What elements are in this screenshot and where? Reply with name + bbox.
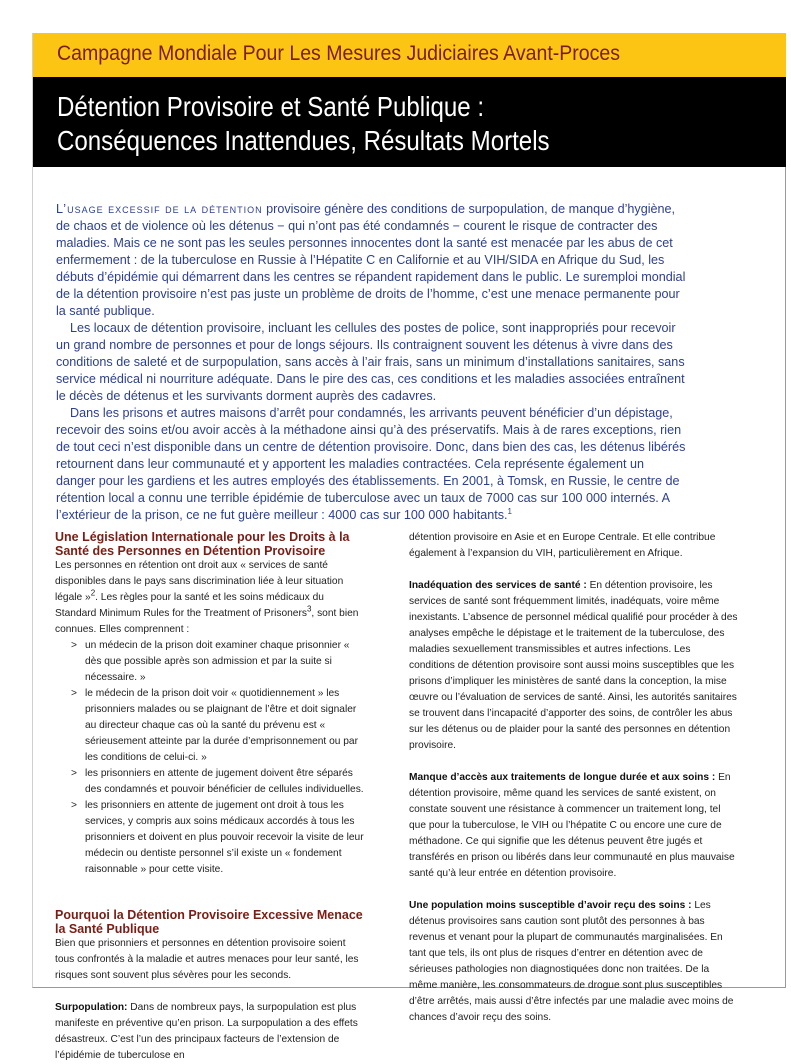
- overcrowding-paragraph: [55, 1000, 367, 1064]
- section-heading-legislation: Une Législation Internationale pour les Droits à la Santé des Personnes en Détention Provisoire: [55, 530, 350, 558]
- bullet-marker: >: [71, 768, 77, 779]
- continuation-paragraph: détention provisoire en Asie et en Europe Centrale. Et elle contribue également à l’expansion du VIH, particulièrement en Afrique.: [409, 532, 716, 559]
- list-item-text: les prisonniers en attente de jugement doivent être séparés des condamnés et pouvoir bénéficier de cellules individuelles.: [85, 768, 364, 795]
- vulnerable-population-paragraph: [409, 898, 739, 1026]
- legislation-text-b: . Les règles pour la santé et les soins médicaux du Standard Minimum Rules for the Treatment of Prisoners: [55, 592, 324, 619]
- footnote-ref-3: 3: [306, 604, 312, 614]
- intro-paragraph-1: [56, 201, 686, 320]
- title-bar: [33, 77, 786, 167]
- vulnerable-population-text: Les détenus provisoires sans caution sont plutôt des personnes à bas revenus et venant pour la plupart de communautés marginalisées. En tant que tels, ils ont plus de risques d’entrer en détention avec de sérieuses pathologies non diagnostiquées donc non traitées. De la même manière, les consommateurs de drogue sont plus susceptibles d’être arrêtés, mais aussi d’être infectés par une maladie avec moins de chances d’avoir reçu des soins.: [409, 900, 734, 1023]
- overcrowding-text: Dans de nombreux pays, la surpopulation est plus manifeste en préventive qu’en prison. La surpopulation a des effets désastreux. C’est l’un des principaux facteurs de l’extension de l’épidémie de tuberculose en: [55, 1002, 358, 1061]
- health-services-paragraph: [409, 578, 739, 754]
- intro-p3-text: Dans les prisons et autres maisons d’arrêt pour condamnés, les arrivants peuvent bénéficier d’un dépistage, recevoir des soins et/ou avoir accès à la méthadone ainsi qu’à des préservatifs. Mais à de rares exceptions, rien de tout ceci n’est disponible dans un centre de détention provisoire. Donc, dans bien des cas, les détenus libérés retournent dans leur communauté et y apportent les maladies contractées. Cela représente également un danger pour les gardiens et les autres employés des établissements. En 2001, à Tomsk, en Russie, le centre de rétention local a connu une terrible épidémie de tuberculose avec un taux de 7000 cas sur 100 000 internés. A l’extérieur de la prison, ce ne fut guère meilleur : 4000 cas sur 100 000 habitants.: [56, 406, 686, 522]
- health-services-text: En détention provisoire, les services de santé sont fréquemment limités, inadéquats, voire même inexistants. L’absence de personnel médical qualifié pour procéder à des analyses empêche le dépistage et le traitement de la tuberculose, des maladies sexuellement transmissibles et autres infections. Les conditions de détention provisoire sont aussi moins susceptibles que les prisons d’impliquer les ministères de santé dans la conception, la mise œuvre ou l’évaluation de services de santé. Ainsi, les autorités sanitaires se trouvent dans l’incapacité d’apporter des soins, de contrôler les abus sur les détenus ou de plaider pour la santé des personnes en détention provisoire.: [409, 580, 738, 751]
- section-heading-public-health: Pourquoi la Détention Provisoire Excessive Menace la Santé Publique: [55, 908, 363, 936]
- vulnerable-population-lead: Une population moins susceptible d’avoir reçu des soins :: [409, 900, 692, 911]
- health-services-lead: Inadéquation des services de santé :: [409, 580, 587, 591]
- intro-paragraph-2: Les locaux de détention provisoire, incluant les cellules des postes de police, sont inappropriés pour recevoir un grand nombre de personnes et pour de longs séjours. Ils contraignent souvent les détenus à vivre dans des conditions de saleté et de surpopulation, sans accès à l’air frais, sans un minimum d’installations sanitaires, sans service médical ni nourriture adéquate. Dans le pire des cas, ces conditions et les maladies associées entraînent le décès de détenus et les survivants dorment auprès des cadavres.: [56, 321, 685, 403]
- list-item-text: les prisonniers en attente de jugement ont droit à tous les services, y compris aux soins médicaux accordés à tous les prisonniers et doivent en plus pouvoir recevoir la visite de leur médecin ou dentiste personnel s’il existe un « fondement raisonnable » pour cette visite.: [85, 800, 364, 875]
- public-health-paragraph: Bien que prisonniers et personnes en détention provisoire soient tous confrontés à la maladie et autres menaces pour leur santé, les risques sont souvent plus sévères pour les seconds.: [55, 938, 359, 981]
- long-term-care-paragraph: [409, 770, 739, 882]
- right-column: [409, 530, 739, 1026]
- list-item: [55, 686, 367, 766]
- list-item-text: le médecin de la prison doit voir « quotidiennement » les prisonniers malades ou se plaignant de l’être et doit signaler au directeur chaque cas où la santé du prévenu est « sérieusement atteinte par la durée d’emprisonnement ou par les conditions de celui-ci. »: [85, 688, 358, 763]
- left-column: [55, 530, 367, 1064]
- intro-p1-text: provisoire génère des conditions de surpopulation, de manque d’hygiène, de chaos et de violence où les détenus − qui n’ont pas été condamnés − courent le risque de contracter des maladies. Mais ce ne sont pas les seules personnes innocentes dont la santé est menacée par les abus de cet enfermement : de la tuberculose en Russie à l’Hépatite C en Californie et au VIH/SIDA en Afrique du Sud, les débuts d’épidémie qui démarrent dans les centres se répandent rapidement dans le public. Le suremploi mondial de la détention provisoire n’est pas juste un problème de droits de l’homme, c’est une menace permanente pour la santé publique.: [56, 202, 686, 318]
- list-item: [55, 798, 367, 878]
- page-title-line1: Détention Provisoire et Santé Publique :: [57, 91, 485, 122]
- list-item: [55, 638, 367, 686]
- footnote-ref-1: 1: [507, 506, 512, 516]
- list-item: [55, 766, 367, 798]
- legislation-text-c: , sont bien connues. Elles comprennent :: [55, 608, 359, 635]
- list-item-text: un médecin de la prison doit examiner chaque prisonnier « dès que possible après son admission et par la suite si nécessaire. »: [85, 640, 350, 683]
- bullet-marker: >: [71, 688, 77, 699]
- legislation-paragraph: [55, 558, 367, 638]
- footnote-ref-2: 2: [90, 588, 96, 598]
- bullet-marker: >: [71, 800, 77, 811]
- intro-text: [56, 201, 686, 524]
- overcrowding-lead: Surpopulation:: [55, 1002, 128, 1013]
- page-title-line2: Conséquences Inattendues, Résultats Mortels: [57, 125, 550, 156]
- long-term-care-text: En détention provisoire, même quand les services de santé existent, on constate souvent une résistance à commencer un traitement long, tel que pour la tuberculose, le VIH ou l’hépatite C ou encore une cure de méthadone. Ce qui signifie que les détenus peuvent être jugés et transférés en prison ou libérés dans leur communauté en plus mauvaise santé qu’à leur entrée en détention provisoire.: [409, 772, 735, 879]
- campaign-banner: [33, 33, 786, 77]
- intro-paragraph-3: [56, 405, 686, 524]
- legislation-text-a: Les personnes en rétention ont droit aux « services de santé disponibles dans le pays sans discrimination liée à leur situation légale »: [55, 560, 344, 603]
- long-term-care-lead: Manque d’accès aux traitements de longue durée et aux soins :: [409, 772, 716, 783]
- bullet-marker: >: [71, 640, 77, 651]
- intro-lead: L’usage excessif de la détention: [56, 202, 263, 216]
- page-title: [57, 90, 550, 158]
- campaign-title: Campagne Mondiale Pour Les Mesures Judiciaires Avant-Proces: [57, 42, 621, 65]
